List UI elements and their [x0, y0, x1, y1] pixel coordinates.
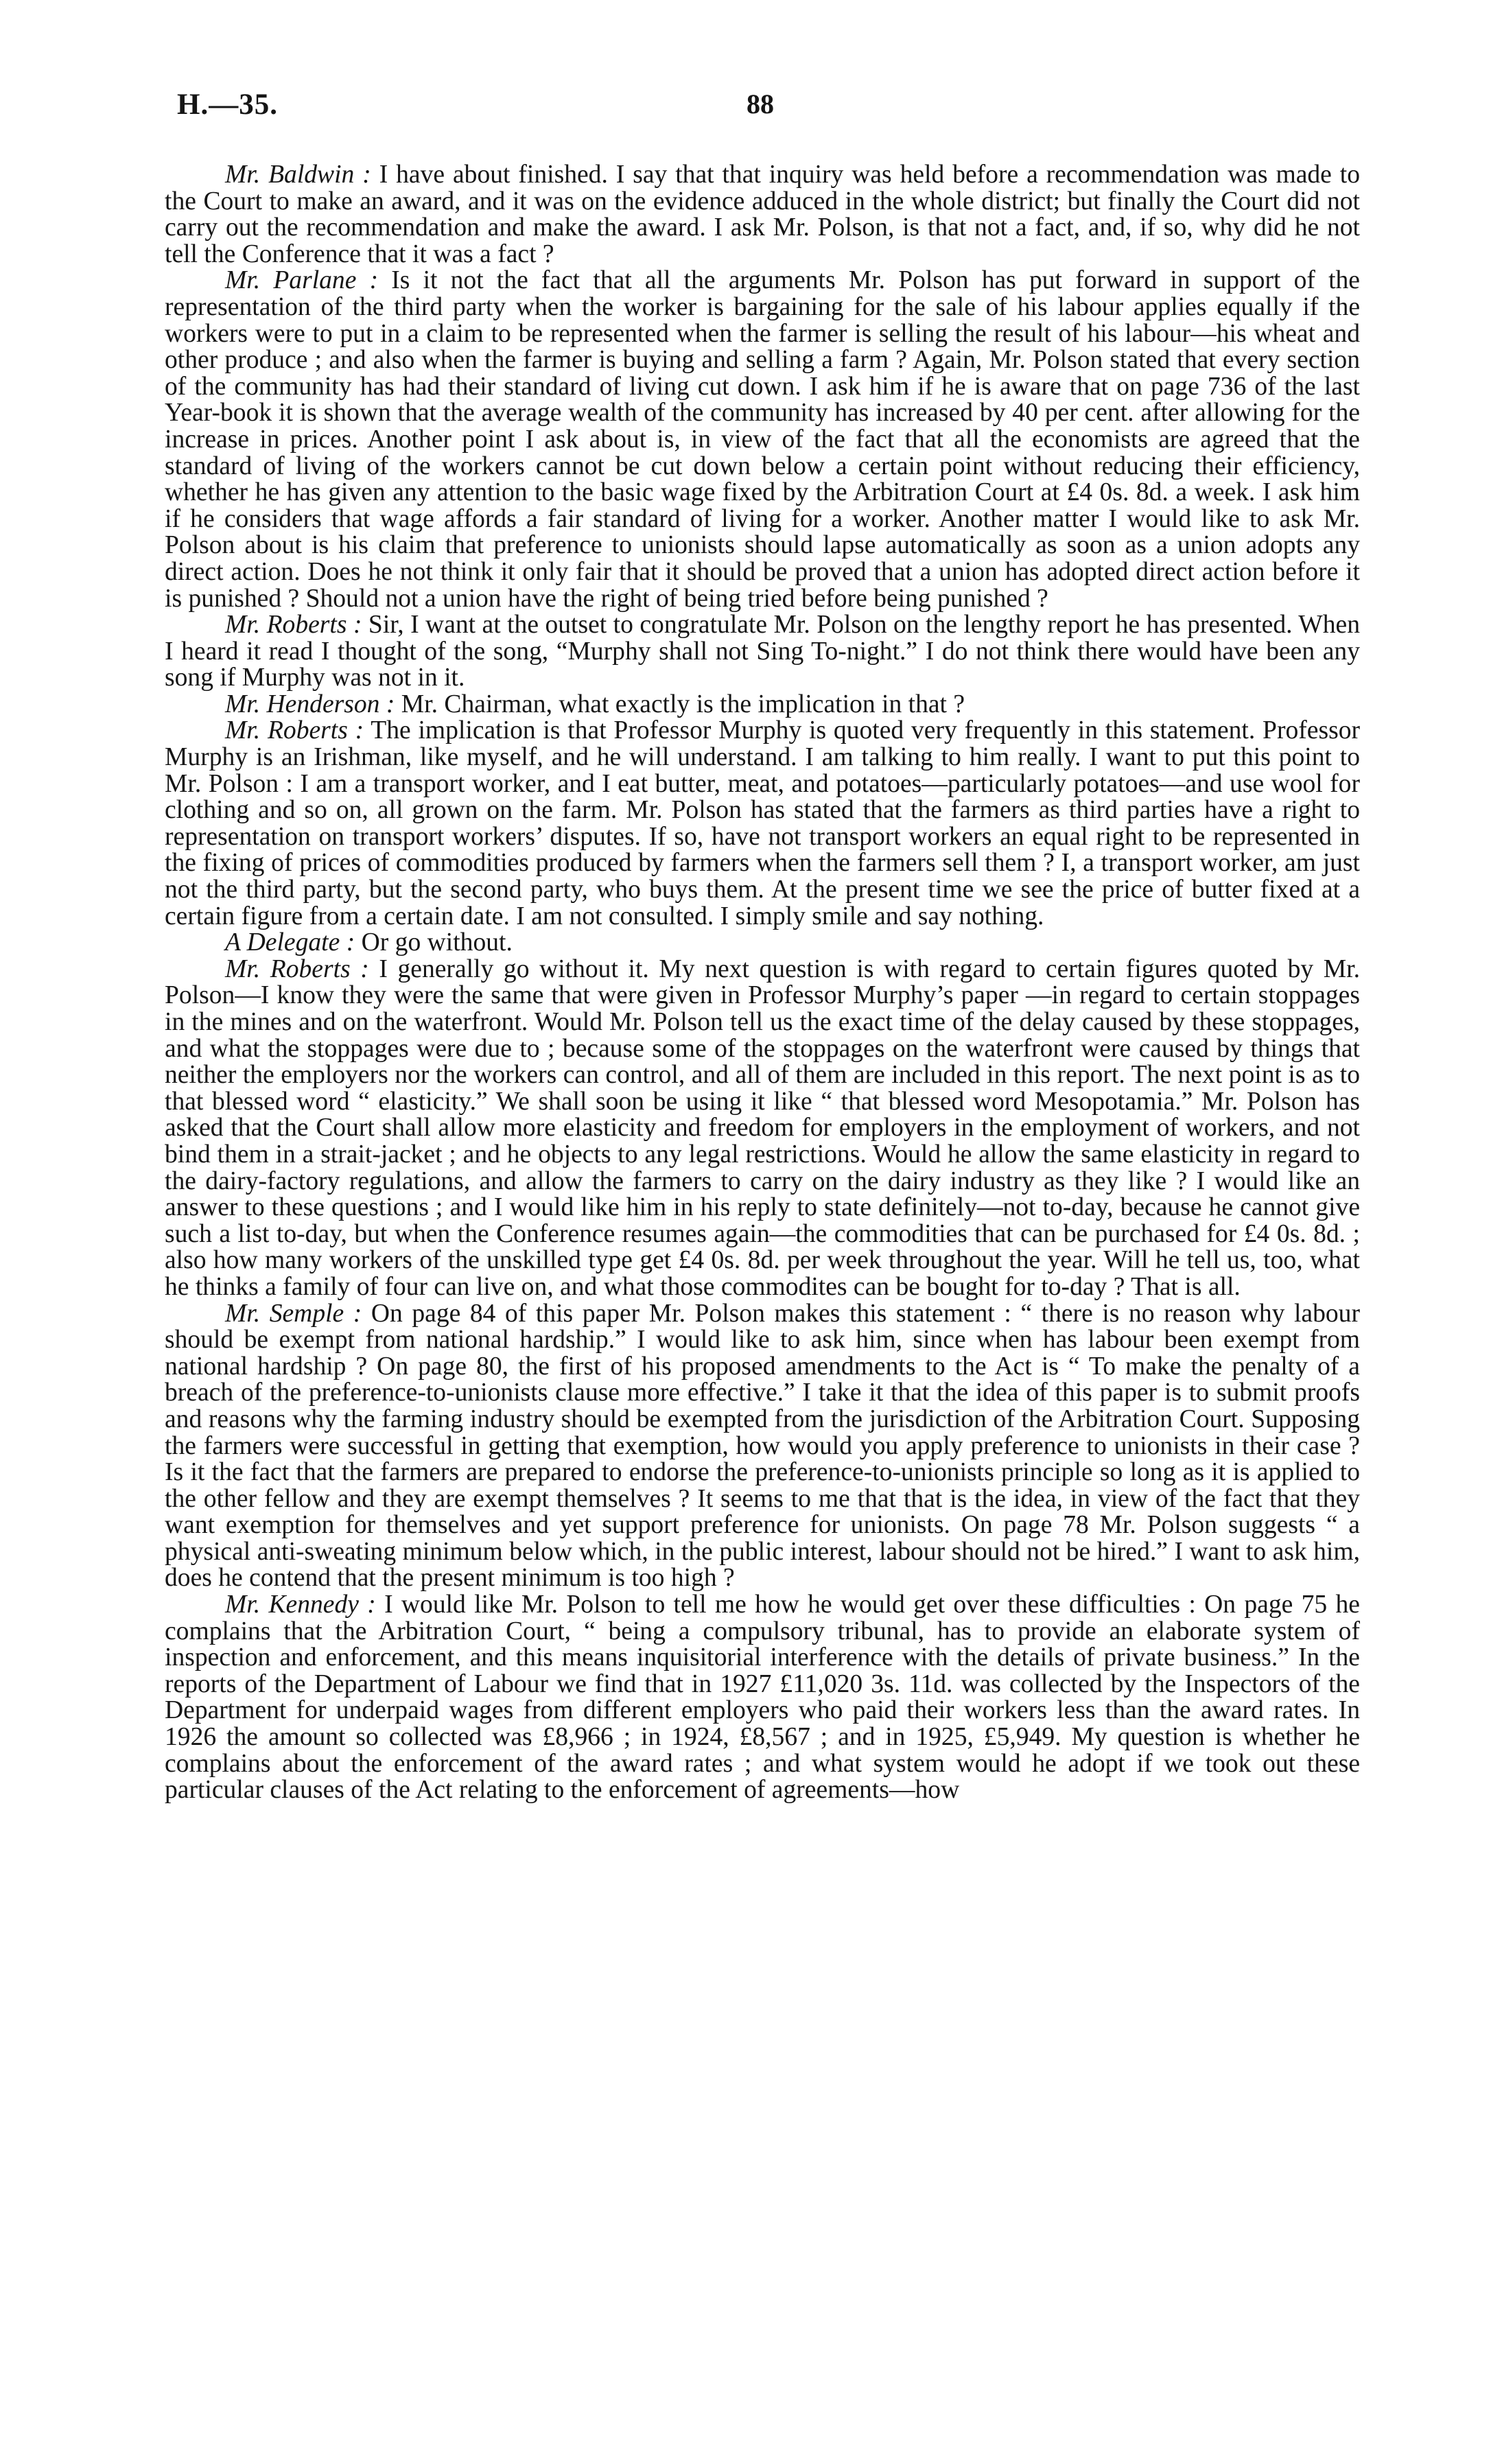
paragraph-semple [165, 1301, 1360, 1593]
paragraph-parlane [165, 268, 1360, 612]
speaker-name: Mr. Roberts : [225, 954, 369, 983]
running-head [177, 88, 1359, 129]
speaker-name: Mr. Kennedy : [225, 1591, 376, 1619]
paragraph-text: Or go without. [355, 928, 513, 957]
speaker-name: Mr. Semple : [225, 1299, 362, 1328]
paragraph-text: Sir, I want at the outset to congratulate Mr. Polson on the lengthy report he has presented. When I heard it read I thought of the song, “Murphy shall not Sing To-night.” I do not think there would have been any song if Murphy was not in it. [165, 611, 1361, 692]
paragraph-henderson [165, 692, 1360, 718]
paragraph-kennedy [165, 1592, 1360, 1804]
paragraph-text: Mr. Chairman, what exactly is the implication in that ? [395, 690, 965, 718]
paragraph-roberts-2 [165, 718, 1360, 930]
document-code: H.—35. [177, 89, 278, 121]
page-number: 88 [747, 89, 774, 119]
speaker-name: A Delegate : [225, 928, 355, 957]
paragraph-roberts-3 [165, 954, 1360, 1301]
paragraph-text: I have about finished. I say that that inquiry was held before a recommendation was made to the Court to make an award, and it was on the evidence adduced in the whole district; but finally the Court did not carry out the recommendation and make the award. I ask Mr. Polson, is that not a fact, and, if so, why did he not tell the Conference that it was a fact ? [165, 161, 1360, 268]
speaker-name: Mr. Henderson : [225, 690, 395, 718]
paragraph-text: Is it not the fact that all the arguments Mr. Polson has put forward in support of the representation of the third party when the worker is bargaining for the sale of his labour applies equally if the workers were to put in a claim to be represented when the farmer is selling the result of his labour—his wheat and other produce ; and also when the farmer is buying and selling a farm ? Again, Mr. Polson stated that every section of the community has had their standard of living cut down. I ask him if he is aware that on page 736 of the last Year-book it is shown that the average wealth of the community has increased by 40 per cent. after allowing for the increase in prices. Another point I ask about is, in view of the fact that all the economists are agreed that the standard of living of the workers cannot be cut down below a certain point without reducing their efficiency, whether he has given any attention to the basic wage fixed by the Arbitration Court at £4 0s. 8d. a week. I ask him if he considers that wage affords a fair standard of living for a worker. Another matter I would like to ask Mr. Polson about is his claim that preference to unionists should lapse automatically as soon as a union adopts any direct action. Does he not think it only fair that it should be proved that a union has adopted direct action before it is punished ? Should not a union have the right of being tried before being punished ? [165, 266, 1360, 613]
speaker-name: Mr. Roberts : [225, 611, 362, 640]
paragraph-roberts-1 [165, 612, 1360, 692]
paragraph-text: The implication is that Professor Murphy is quoted very frequently in this statement. Professor Murphy is an Irishman, like myself, and he will understand. I am talking to him really. I want to put this point to Mr. Polson : I am a transport worker, and I eat butter, meat, and potatoes—particularly potatoes—and use wool for clothing and so on, all grown on the farm. Mr. Polson has stated that the farmers as third parties have a right to representation on transport workers’ disputes. If so, have not transport workers an equal right to be represented in the fixing of prices of commodities produced by farmers when the farmers sell them ? I, a transport worker, am just not the third party, but the second party, who buys them. At the present time we see the price of butter fixed at a certain figure from a certain date. I am not consulted. I simply smile and say nothing. [165, 716, 1360, 930]
speaker-name: Mr. Parlane : [225, 266, 379, 295]
paragraph-delegate [165, 930, 1360, 957]
paragraph-text: I generally go without it. My next question is with regard to certain figures quoted by Mr. Polson—I know they were the same that were given in Professor Murphy’s paper —in regard to certain stoppages in the mines and on the waterfront. Would Mr. Polson tell us the exact time of the delay caused by these stoppages, and what the stoppages were due to ; because some of the stoppages on the waterfront were caused by things that neither the employers nor the workers can control, and all of them are included in this report. The next point is as to that blessed word “ elasticity.” We shall soon be using it like “ that blessed word Mesopotamia.” Mr. Polson has asked that the Court shall allow more elasticity and freedom for employers in the employment of workers, and not bind them in a strait-jacket ; and he objects to any legal restrictions. Would he allow the same elasticity in regard to the dairy-factory regulations, and allow the farmers to carry on the dairy industry as they like ? I would like an answer to these questions ; and I would like him in his reply to state definitely—not to-day, because he cannot give such a list to-day, but when the Conference resumes again—the commodities that can be purchased for £4 0s. 8d. ; also how many workers of the unskilled type get £4 0s. 8d. per week throughout the year. Will he tell us, too, what he thinks a family of four can live on, and what those commodites can be bought for to-day ? That is all. [165, 954, 1360, 1301]
paragraph-baldwin [165, 162, 1360, 268]
speaker-name: Mr. Baldwin : [225, 161, 371, 189]
transcript-body [165, 162, 1360, 1804]
paragraph-text: On page 84 of this paper Mr. Polson makes this statement : “ there is no reason why labour should be exempt from national hardship.” I would like to ask him, since when has labour been exempt from national hardship ? On page 80, the first of his proposed amendments to the Act is “ To make the penalty of a breach of the preference-to-unionists clause more effective.” I take it that the idea of this paper is to submit proofs and reasons why the farming industry should be exempted from the jurisdiction of the Arbitration Court. Supposing the farmers were successful in getting that exemption, how would you apply preference to unionists in their case ? Is it the fact that the farmers are prepared to endorse the preference-to-unionists principle so long as it is applied to the other fellow and they are exempt themselves ? It seems to me that that is the idea, in view of the fact that they want exemption for themselves and yet support preference for unionists. On page 78 Mr. Polson suggests “ a physical anti-sweating minimum below which, in the public interest, labour should not be hired.” I want to ask him, does he contend that the present minimum is too high ? [165, 1299, 1360, 1593]
speaker-name: Mr. Roberts : [225, 716, 364, 745]
paragraph-text: I would like Mr. Polson to tell me how he would get over these difficulties : On page 75 he complains that the Arbitration Court, “ being a compulsory tribunal, has to provide an elaborate system of inspection and enforcement, and this means inquisitorial interference with the details of private business.” In the reports of the Department of Labour we find that in 1927 £11,020 3s. 11d. was collected by the Inspectors of the Department for underpaid wages from different employers who paid their workers less than the award rates. In 1926 the amount so collected was £8,966 ; in 1924, £8,567 ; and in 1925, £5,949. My question is whether he complains about the enforcement of the award rates ; and what system would he adopt if we took out these particular clauses of the Act relating to the enforcement of agreements—how [165, 1591, 1360, 1805]
